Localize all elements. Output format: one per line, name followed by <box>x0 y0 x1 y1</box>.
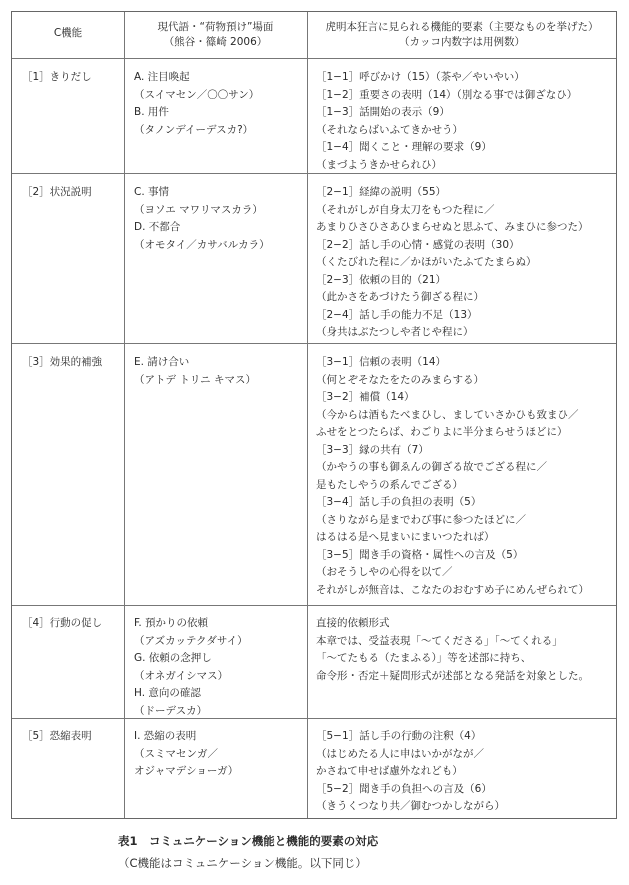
element-line: ［2−2］話し手の心情・感覚の表明（30） <box>316 238 520 251</box>
element-line: （さりながら是までわび事に参つたほどに／ <box>316 513 526 526</box>
row-modern <box>134 354 256 389</box>
element-line: ［2−1］経緯の説明（55） <box>316 186 447 198</box>
function-label: ［4］行動の促し <box>22 617 103 629</box>
function-label: ［3］効果的補強 <box>22 356 103 368</box>
element-line: ［1−1］呼びかけ（15）（茶や／やいやい） <box>316 71 525 83</box>
element-line: ［3−5］聞き手の資格・属性への言及（5） <box>316 548 524 561</box>
row-modern <box>134 728 238 781</box>
modern-line: F. 預かりの依頼 <box>134 617 209 629</box>
modern-line: H. 意向の確認 <box>134 687 201 699</box>
row-function <box>22 69 92 87</box>
element-line: （はじめたる人に申はいかがなが／ <box>316 747 484 760</box>
element-line: 本章では、受益表現「〜てくださる」「〜てくれる」 <box>316 634 563 647</box>
modern-line: I. 恐縮の表明 <box>134 730 197 742</box>
element-line: （今からは酒もたべまひし、ましていさかひも致まひ／ <box>316 408 579 421</box>
element-line: かさねて申せば慮外なれども） <box>316 765 463 777</box>
element-line: それがしが無音は、こなたのおむすめ子にめんぜられて） <box>316 583 589 596</box>
header-modern-line: （熊谷・篠崎 2006） <box>163 36 268 48</box>
row-function <box>22 354 102 372</box>
element-line: 命令形・否定＋疑問形式が述部となる発話を対象とした。 <box>316 669 589 682</box>
element-line: ［2−3］依頼の目的（21） <box>316 273 447 286</box>
element-line: 「〜てたもる（たまふる）」等を述部に持ち、 <box>316 652 532 664</box>
modern-line: B. 用件 <box>134 106 169 118</box>
column-divider <box>307 12 308 818</box>
header-elements-line: 虎明本狂言に見られる機能的要素（主要なものを挙げた） <box>325 21 599 33</box>
column-divider <box>124 12 125 818</box>
modern-line: （オネガイシマス） <box>134 669 229 682</box>
header-modern-line: 現代語・“荷物預け”場面 <box>157 21 274 33</box>
modern-line: A. 注目喚起 <box>134 71 190 83</box>
element-line: （それがしが自身太刀をもつた程に／ <box>316 203 495 216</box>
row-elements <box>316 69 577 174</box>
modern-line: （ドーデスカ） <box>134 704 208 717</box>
modern-line: （タノンデイーデスカ?） <box>134 123 254 136</box>
header-function-label: C機能 <box>53 27 83 39</box>
element-line: （まづようきかせられひ） <box>316 158 442 171</box>
element-line: ［1−3］話開始の表示（9） <box>316 106 450 118</box>
row-divider <box>12 718 616 719</box>
row-modern <box>134 615 248 720</box>
row-elements <box>316 615 589 685</box>
modern-line: C. 事情 <box>134 186 170 198</box>
element-line: ［2−4］話し手の能力不足（13） <box>316 308 478 321</box>
row-function <box>22 728 92 746</box>
modern-line: （スミマセンガ／ <box>134 747 218 760</box>
row-divider <box>12 605 616 606</box>
element-line: （きうくつなり共／御むつかしながら） <box>316 800 505 812</box>
header-divider <box>12 58 616 59</box>
caption-title: 表1 コミュニケーション機能と機能的要素の対応 <box>118 834 379 848</box>
element-line: ［1−4］聞くこと・理解の要求（9） <box>316 141 492 153</box>
header-elements-line: （カッコ内数字は用例数） <box>399 36 525 48</box>
header-modern <box>124 20 307 50</box>
element-line: ［3−1］信頼の表明（14） <box>316 356 447 368</box>
function-label: ［2］状況説明 <box>22 186 92 198</box>
element-line: ［5−2］聞き手の負担への言及（6） <box>316 782 492 795</box>
element-line: 直接的依頼形式 <box>316 617 390 629</box>
element-line: （かやうの事も御ゑんの御ざる故でござる程に／ <box>316 461 547 473</box>
element-line: （何とぞそなたをたのみまらする） <box>316 373 484 386</box>
element-line: （身共はぶたつしや者じや程に） <box>316 326 474 338</box>
row-function <box>22 184 92 202</box>
modern-line: （オモタイ／カサバルカラ） <box>134 238 270 251</box>
modern-line: G. 依頼の念押し <box>134 652 212 664</box>
modern-line: （ヨソエ マワリマスカラ） <box>134 203 263 216</box>
element-line: （くたびれた程に／かほがいたふてたまらぬ） <box>316 256 537 268</box>
function-label: ［1］きりだし <box>22 71 92 83</box>
element-line: ［3−2］補償（14） <box>316 391 415 403</box>
row-elements <box>316 354 589 599</box>
element-line: ［1−2］重要さの表明（14）（別なる事では御ざなひ） <box>316 88 578 101</box>
element-line: （それならばいふてきかせう） <box>316 123 463 136</box>
row-elements <box>316 184 588 342</box>
element-line: ［5−1］話し手の行動の注釈（4） <box>316 730 482 742</box>
function-label: ［5］恐縮表明 <box>22 730 92 742</box>
row-function <box>22 615 102 633</box>
element-line: ［3−3］縁の共有（7） <box>316 443 429 456</box>
modern-line: （アズカッテクダサイ） <box>134 634 248 647</box>
header-function <box>12 26 124 41</box>
element-line: はるはる是へ見まいにまいつたれば） <box>316 531 495 543</box>
row-elements <box>316 728 505 816</box>
modern-line: D. 不都合 <box>134 221 181 233</box>
element-line: ふせをとつたらば、わごりよに半分まらせうほどに） <box>316 426 568 438</box>
modern-line: （アトデ トリニ キマス） <box>134 373 256 386</box>
header-elements <box>307 20 617 50</box>
modern-line: E. 請け合い <box>134 356 190 368</box>
function-elements-table <box>11 11 617 819</box>
row-modern <box>134 69 259 139</box>
row-modern <box>134 184 270 254</box>
caption-note: （C機能はコミュニケーション機能。以下同じ） <box>118 856 367 870</box>
row-divider <box>12 343 616 344</box>
element-line: ［3−4］話し手の負担の表明（5） <box>316 496 482 508</box>
element-line: あまりひさひさあひまらせぬと思ふて、みまひに参つた） <box>316 221 589 233</box>
element-line: （此かさをあづけたう御ざる程に） <box>316 291 484 303</box>
table-caption <box>118 830 378 874</box>
modern-line: オジャマデショーガ） <box>134 765 239 777</box>
element-line: （おそうしやの心得を以て／ <box>316 566 453 578</box>
modern-line: （スイマセン／〇〇サン） <box>134 88 260 101</box>
element-line: 是もたしやうの系んでござる） <box>316 478 463 491</box>
